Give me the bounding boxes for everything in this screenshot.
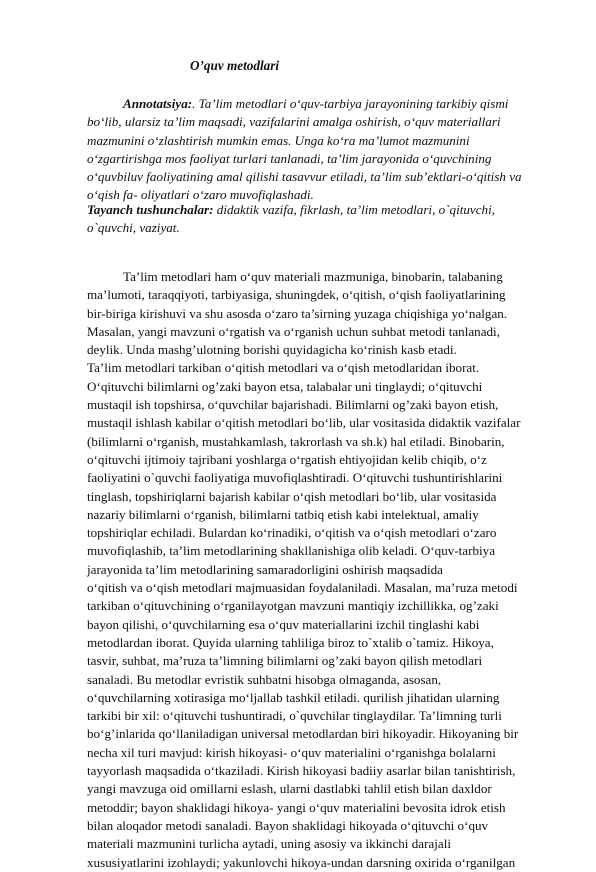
abstract-line: o‘zgartirishga mos faoliyat turlari tanlanadi, ta’lim jarayonida o‘quvchining: [87, 150, 492, 166]
body-line: bo‘g’inlarida qo‘llaniladigan universal metodlardan biri hikoyadir. Hikoyaning bir: [87, 726, 519, 742]
abstract-line: o‘qish fa- oliyatlari o‘zaro muvofiqlashadi.: [87, 187, 314, 203]
body-line: xususiyatlarini izohlaydi; yakunlovchi hikoya-undan darsning oxirida o‘rganilgan: [87, 854, 516, 870]
body-line: topshiriqlar echiladi. Bulardan ko‘rinadiki, o‘qitish va o‘qish metodlari o‘zaro: [87, 525, 497, 541]
abstract-label: Annotatsiya:: [123, 96, 193, 111]
body-line: Ta’lim metodlari ham o‘quv materiali mazmuniga, binobarin, talabaning: [123, 269, 503, 284]
body-line: bir-biriga kirishuvi va shu asosda o‘zaro ta’sirning yuzaga chiqishiga yo‘nalgan.: [87, 305, 508, 321]
body-line: tarkiban o‘qituvchining o‘rganilayotgan mavzuni mantiqiy izchillikka, og’zaki: [87, 598, 499, 614]
body-line: materiali mazmunini turlicha aytadi, uning asosiy va ikkinchi darajali: [87, 836, 451, 852]
abstract-line: o‘quvbiluv faoliyatining amal qilishi tasavvur etiladi, ta’lim sub’ektlari-o‘qitish va: [87, 169, 522, 185]
body-line: bilan aloqador metodi sanaladi. Bayon shaklidagi hikoyada o‘qituvchi o‘quv: [87, 817, 489, 833]
keywords-line: o`quvchi, vaziyat.: [87, 220, 180, 236]
body-line: tasvir, suhbat, ma’ruza ta’limning bilimlarni og’zaki bayon qilish metodlari: [87, 653, 483, 669]
body-line: Masalan, yangi mavzuni o‘rgatish va o‘rganish uchun suhbat metodi tanlanadi,: [87, 323, 500, 339]
abstract-text: . Ta’lim metodlari o‘quv-tarbiya jarayonining tarkibiy qismi: [192, 96, 509, 111]
keywords-text: didaktik vazifa, fikrlash, ta’lim metodlari, o`qituvchi,: [213, 202, 495, 217]
body-line: o‘quvchilarning xotirasiga mo‘ljallab tashkil etiladi. qurilish jihatidan ularning: [87, 689, 500, 705]
body-text: [87, 268, 535, 872]
body-line: tinglash, topshiriqlarni bajarish kabilar o‘qish metodlari bo‘lib, ular vositasida: [87, 488, 497, 504]
abstract-line: bo‘lib, ularsiz ta’lim maqsadi, vazifalarini amalga oshirish, o‘quv materiallari: [87, 114, 501, 130]
body-line: sanaladi. Bu metodlar evristik suhbatni hisobga olmaganda, asosan,: [87, 671, 442, 687]
body-line: mustaqil ishlash kabilar o‘qitish metodlari bo‘lib, ular vositasida didaktik vazifalar: [87, 415, 521, 431]
body-line: bayon qilishi, o‘quvchilarning esa o‘quv materiallarini izchil tinglashi kabi: [87, 616, 480, 632]
body-line: tayyorlash maqsadida o‘tkaziladi. Kirish hikoyasi badiiy asarlar bilan tanishtirish,: [87, 763, 516, 779]
body-line: mustaqil ish topshirsa, o‘quvchilar bajarishadi. Bilimlarni og’zaki bayon etish,: [87, 397, 499, 413]
keywords-paragraph: [87, 201, 535, 238]
body-line: tarkibi bir xil: o‘qituvchi tushuntiradi, o`quvchilar tinglaydilar. Ta’limning turli: [87, 708, 502, 724]
abstract-line: mazmunini o‘zlashtirish mumkin emas. Unga ko‘ra ma’lumot mazmunini: [87, 132, 470, 148]
body-line: metoddir; bayon shaklidagi hikoya- yangi o‘quv materialini bevosita idrok etish: [87, 799, 506, 815]
body-line: Ta’lim metodlari tarkiban o‘qitish metodlari va o‘qish metodlaridan iborat.: [87, 360, 480, 376]
body-line: metodlardan iborat. Quyida ularning tahliliga biroz to`xtalib o`tamiz. Hikoya,: [87, 634, 494, 650]
body-line: necha xil turi mavjud: kirish hikoyasi- o‘quv materialini o‘rganishga bolalarni: [87, 744, 496, 760]
body-line: faoliyatini o`quvchi faoliyatiga muvofiqlashtiradi. O‘qituvchi tushuntirishlarini: [87, 470, 503, 486]
body-line: muvofiqlashib, ta’lim metodlarining shakllanishiga olib keladi. O‘quv-tarbiya: [87, 543, 496, 559]
body-line: nazariy bilimlarni o‘rganish, bilimlarni tatbiq etish kabi intelektual, amaliy: [87, 506, 479, 522]
page-title: O’quv metodlari: [190, 58, 280, 73]
body-line: o‘qitish va o‘qish metodlari majmuasidan foydalaniladi. Masalan, ma’ruza metodi: [87, 580, 518, 596]
abstract-line: [87, 95, 535, 113]
keywords-line: [87, 201, 535, 219]
body-line: (bilimlarni o‘rganish, mustahkamlash, takrorlash va sh.k) hal etiladi. Binobarin,: [87, 433, 505, 449]
body-line: o‘qituvchi ijtimoiy tajribani yoshlarga o‘rgatish ehtiyojidan kelib chiqib, o‘z: [87, 451, 487, 467]
keywords-label: Tayanch tushunchalar:: [87, 202, 214, 217]
body-line: deylik. Unda mashg’ulotning borishi quyidagicha ko‘rinish kasb etadi.: [87, 342, 457, 358]
abstract-paragraph: [87, 95, 535, 205]
body-line: O‘qituvchi bilimlarni og’zaki bayon etsa, talabalar uni tinglaydi; o‘qituvchi: [87, 378, 483, 394]
body-line: jarayonida ta’lim metodlarining samaradorligini oshirish maqsadida: [87, 561, 443, 577]
body-line: ma’lumoti, taraqqiyoti, tarbiyasiga, shuningdek, o‘qitish, o‘qish faoliyatlarining: [87, 287, 506, 303]
body-line: yangi mavzuga oid omillarni eslash, ularni dastlabki tahlil etish bilan daxldor: [87, 781, 492, 797]
